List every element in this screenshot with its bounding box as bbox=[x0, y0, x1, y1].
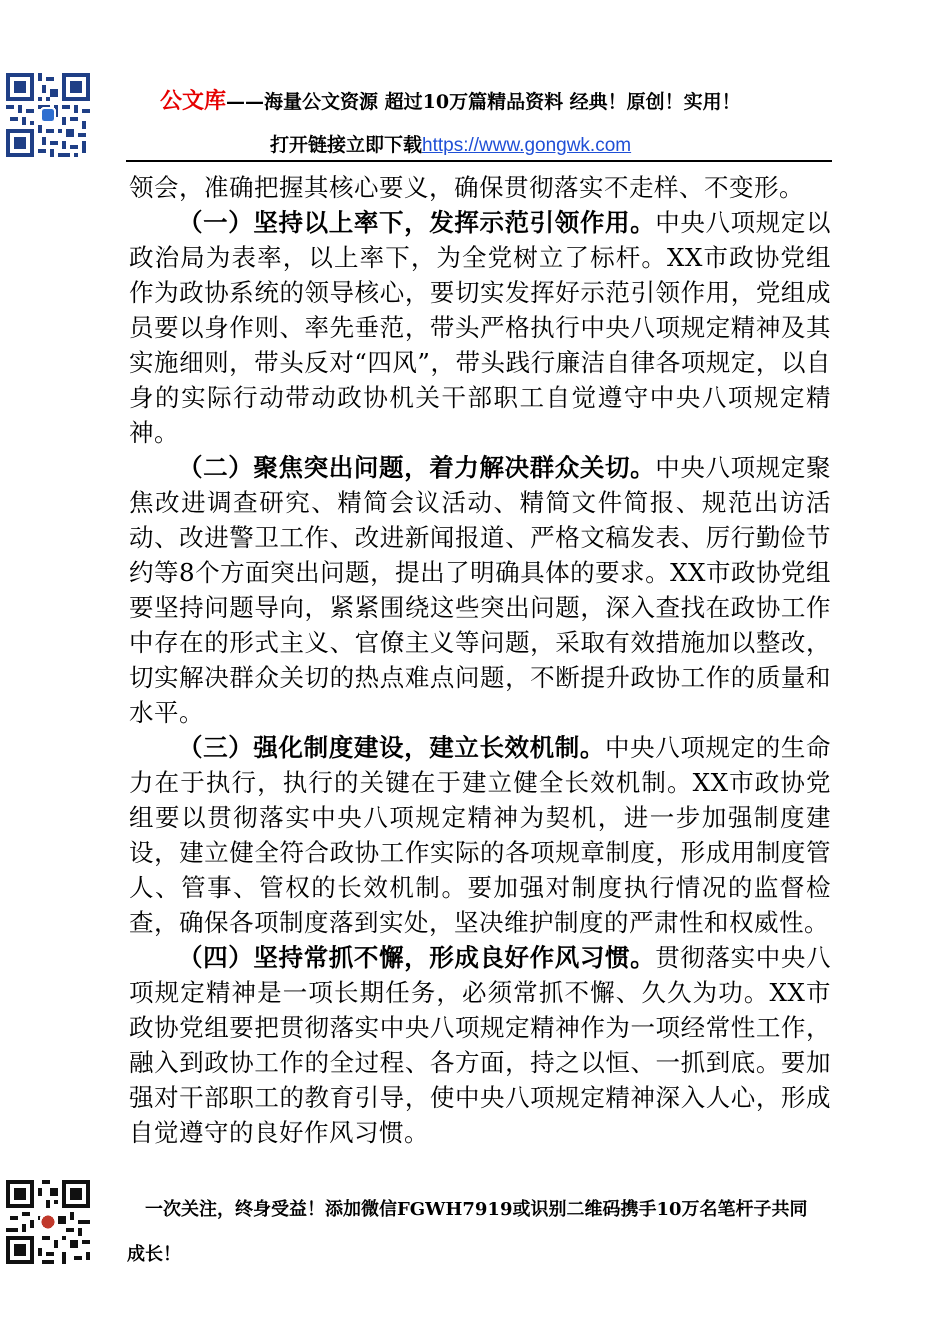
header-tagline: ——海量公文资源 超过10万篇精品资料 经典！原创！实用！ bbox=[226, 91, 741, 113]
footer-promo-continuation: 成长！ bbox=[127, 1244, 181, 1265]
section-heading: （三）强化制度建设，建立长效机制。 bbox=[178, 733, 606, 762]
section-text: 贯彻落实中央八项规定精神是一项长期任务，必须常抓不懈、久久为功。XX市政协党组要把贯彻落实中央八项规定精神作为一项经常性工作，融入到政协工作的全过程、各方面，持之以恒、一抓到底。要加强对干部职工的教育引导，使中央八项规定精神深入人心，形成自觉遵守的良好作风习惯。 bbox=[129, 943, 832, 1147]
section-paragraph bbox=[129, 730, 831, 940]
footer-promo: 一次关注，终身受益！添加微信FGWH7919或识别二维码携手10万名笔杆子共同 bbox=[145, 1199, 808, 1220]
header-banner bbox=[160, 84, 860, 115]
section-text: 中央八项规定聚焦改进调查研究、精简会议活动、精简文件简报、规范出访活动、改进警卫工作、改进新闻报道、严格文稿发表、厉行勤俭节约等8个方面突出问题，提出了明确具体的要求。XX市政协党组要坚持问题导向，紧紧围绕这些突出问题，深入查找在政协工作中存在的形式主义、官僚主义等问题，采取有效措施加以整改，切实解决群众关切的热点难点问题，不断提升政协工作的质量和水平。 bbox=[129, 453, 832, 727]
section-heading: （二）聚焦突出问题，着力解决群众关切。 bbox=[178, 453, 656, 482]
header-divider bbox=[126, 160, 832, 162]
section-text: 中央八项规定以政治局为表率，以上率下，为全党树立了标杆。XX市政协党组作为政协系统的领导核心，要切实发挥好示范引领作用，党组成员要以身作则、率先垂范，带头严格执行中央八项规定精神及其实施细则，带头反对“四风”，带头践行廉洁自律各项规定，以自身的实际行动带动政协机关干部职工自觉遵守中央八项规定精神。 bbox=[129, 208, 832, 447]
qr-code-top[interactable] bbox=[6, 73, 90, 157]
header-download-line bbox=[270, 130, 770, 157]
section-heading: （四）坚持常抓不懈，形成良好作风习惯。 bbox=[178, 943, 656, 972]
continuation-paragraph: 领会，准确把握其核心要义，确保贯彻落实不走样、不变形。 bbox=[129, 173, 804, 202]
brand-name: 公文库 bbox=[160, 88, 227, 114]
section-paragraph bbox=[129, 940, 831, 1150]
qr-code-icon bbox=[6, 73, 90, 157]
section-paragraph bbox=[129, 450, 831, 730]
qr-code-bottom[interactable] bbox=[6, 1180, 90, 1264]
website-link[interactable]: https://www.gongwk.com bbox=[422, 135, 632, 156]
section-text: 中央八项规定的生命力在于执行，执行的关键在于建立健全长效机制。XX市政协党组要以贯彻落实中央八项规定精神为契机，进一步加强制度建设，建立健全符合政协工作实际的各项规章制度，形成用制度管人、管事、管权的长效机制。要加强对制度执行情况的监督检查，确保各项制度落到实处，坚决维护制度的严肃性和权威性。 bbox=[129, 733, 832, 937]
download-prompt: 打开链接立即下载 bbox=[270, 134, 423, 156]
section-paragraph bbox=[129, 205, 831, 450]
section-heading: （一）坚持以上率下，发挥示范引领作用。 bbox=[178, 208, 656, 237]
document-body bbox=[129, 170, 831, 1150]
qr-code-icon bbox=[6, 1180, 90, 1264]
